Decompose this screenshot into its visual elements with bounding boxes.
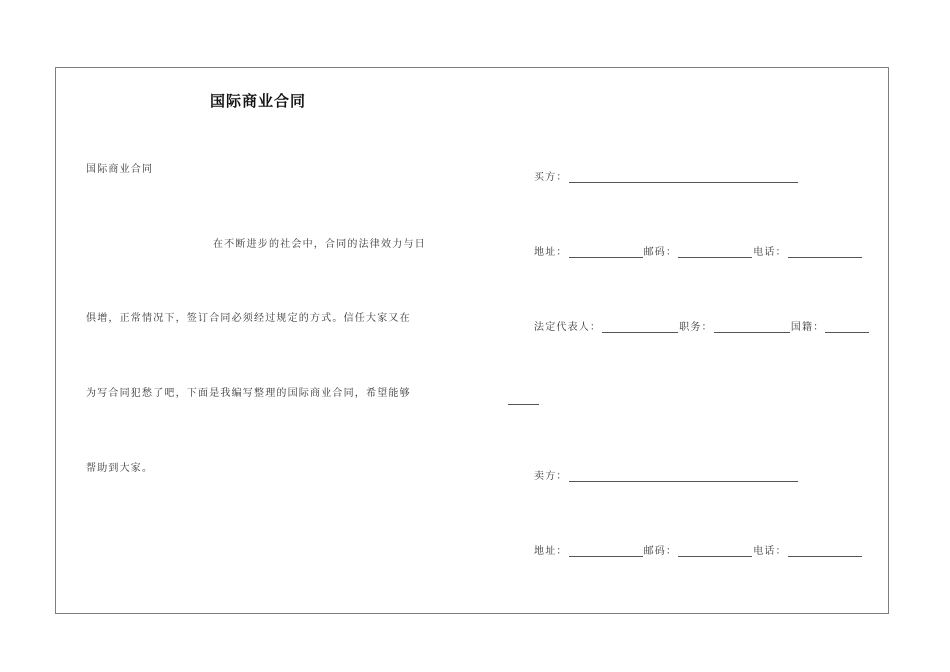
seller-blank bbox=[569, 469, 798, 482]
seller-address-label: 地址： bbox=[534, 546, 568, 557]
buyer-blank bbox=[569, 170, 798, 183]
seller-postcode-blank bbox=[678, 544, 752, 557]
position-blank bbox=[714, 320, 790, 333]
paragraph-line-4: 帮助到大家。 bbox=[86, 463, 154, 474]
buyer-postcode-label: 邮码： bbox=[643, 247, 678, 258]
paragraph-line-1: 在不断进步的社会中，合同的法律效力与日 bbox=[213, 239, 426, 250]
seller-address-blank bbox=[569, 544, 643, 557]
nationality-label: 国籍： bbox=[790, 322, 825, 333]
buyer-address-row bbox=[534, 243, 863, 258]
legal-representative-row bbox=[534, 318, 870, 333]
nationality-blank bbox=[825, 320, 869, 333]
page-title: 国际商业合同 bbox=[210, 92, 307, 110]
seller-row bbox=[534, 467, 799, 482]
buyer-postcode-blank bbox=[678, 245, 752, 258]
continuation-blank bbox=[508, 404, 539, 405]
seller-label: 卖方： bbox=[534, 471, 568, 482]
buyer-phone-label: 电话： bbox=[753, 247, 787, 258]
paragraph-line-2: 俱增，正常情况下，签订合同必须经过规定的方式。信任大家又在 bbox=[86, 313, 411, 324]
legal-rep-blank bbox=[602, 320, 678, 333]
buyer-address-blank bbox=[569, 245, 643, 258]
page-border bbox=[55, 67, 889, 614]
seller-phone-blank bbox=[788, 544, 862, 557]
position-label: 职务： bbox=[679, 322, 713, 333]
buyer-label: 买方： bbox=[534, 172, 568, 183]
legal-rep-label: 法定代表人： bbox=[534, 322, 602, 333]
paragraph-heading: 国际商业合同 bbox=[86, 164, 154, 175]
buyer-phone-blank bbox=[788, 245, 862, 258]
seller-phone-label: 电话： bbox=[753, 546, 787, 557]
buyer-row bbox=[534, 168, 799, 183]
paragraph-line-3: 为写合同犯愁了吧，下面是我编写整理的国际商业合同，希望能够 bbox=[86, 388, 411, 399]
seller-address-row bbox=[534, 542, 863, 557]
seller-postcode-label: 邮码： bbox=[643, 546, 678, 557]
buyer-address-label: 地址： bbox=[534, 247, 568, 258]
